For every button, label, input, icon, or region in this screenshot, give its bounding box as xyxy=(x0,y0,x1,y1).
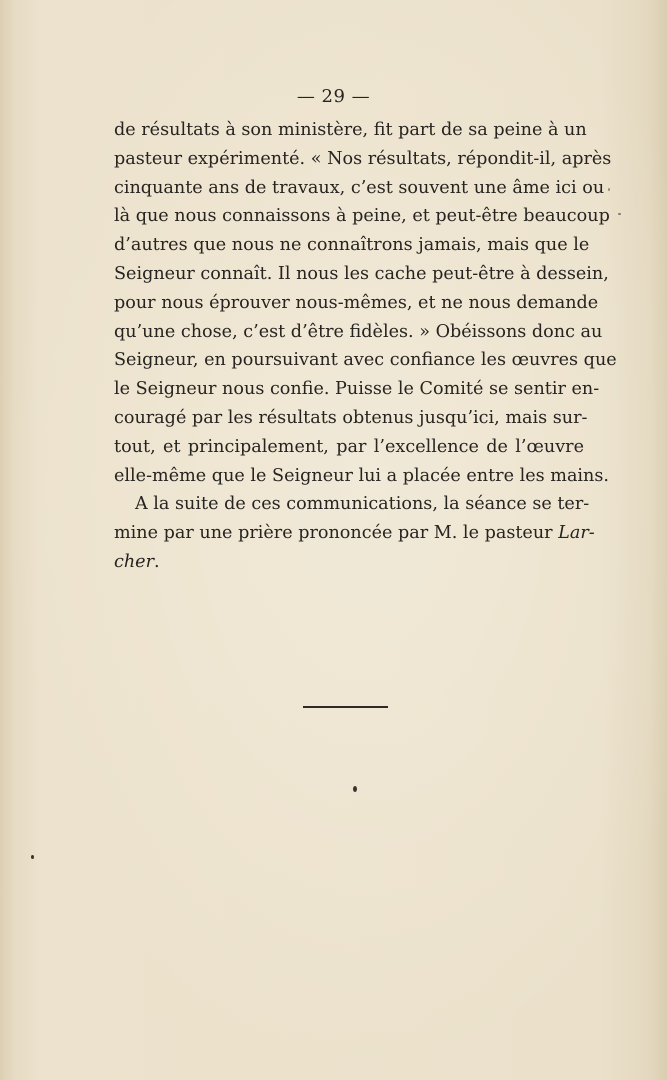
italic-name-part: cher xyxy=(114,551,155,572)
paragraph-end-line xyxy=(114,548,584,577)
text-line: couragé par les résultats obtenus jusqu’ici, mais sur- xyxy=(114,407,588,428)
section-end-rule xyxy=(303,706,388,708)
text-span: . xyxy=(154,551,160,572)
italic-name-part: Lar- xyxy=(558,523,595,544)
text-line: là que nous connaissons à peine, et peut-être beaucoup xyxy=(114,206,610,227)
ink-speck xyxy=(353,786,357,792)
text-line: tout, et principalement, par l’excellence de l’œuvre xyxy=(114,436,584,457)
page-number: — 29 — xyxy=(296,86,371,107)
text-line: qu’une chose, c’est d’être fidèles. » Obéissons donc au xyxy=(114,321,603,342)
ink-speck xyxy=(618,213,621,215)
text-line: cinquante ans de travaux, c’est souvent une âme ici ou xyxy=(114,177,605,198)
body-text xyxy=(114,116,617,577)
text-line xyxy=(114,519,595,548)
text-span: mine par une prière prononcée par M. le pasteur xyxy=(114,523,559,544)
text-line: pour nous éprouver nous-mêmes, et ne nous demande xyxy=(114,292,599,313)
ink-speck xyxy=(31,855,34,859)
text-line: le Seigneur nous confie. Puisse le Comité se sentir en- xyxy=(114,379,600,400)
paragraph-end-line: elle-même que le Seigneur lui a placée entre les mains. xyxy=(114,465,610,486)
text-line: Seigneur, en poursuivant avec confiance les œuvres que xyxy=(114,350,617,371)
text-line: d’autres que nous ne connaîtrons jamais, mais que le xyxy=(114,235,590,256)
paragraph-start-line: A la suite de ces communications, la séance se ter- xyxy=(135,494,590,515)
text-line: de résultats à son ministère, fit part de sa peine à un xyxy=(114,120,587,140)
ink-speck xyxy=(608,188,610,191)
text-line: pasteur expérimenté. « Nos résultats, répondit-il, après xyxy=(114,148,612,169)
text-line: Seigneur connaît. Il nous les cache peut-être à dessein, xyxy=(114,263,609,284)
